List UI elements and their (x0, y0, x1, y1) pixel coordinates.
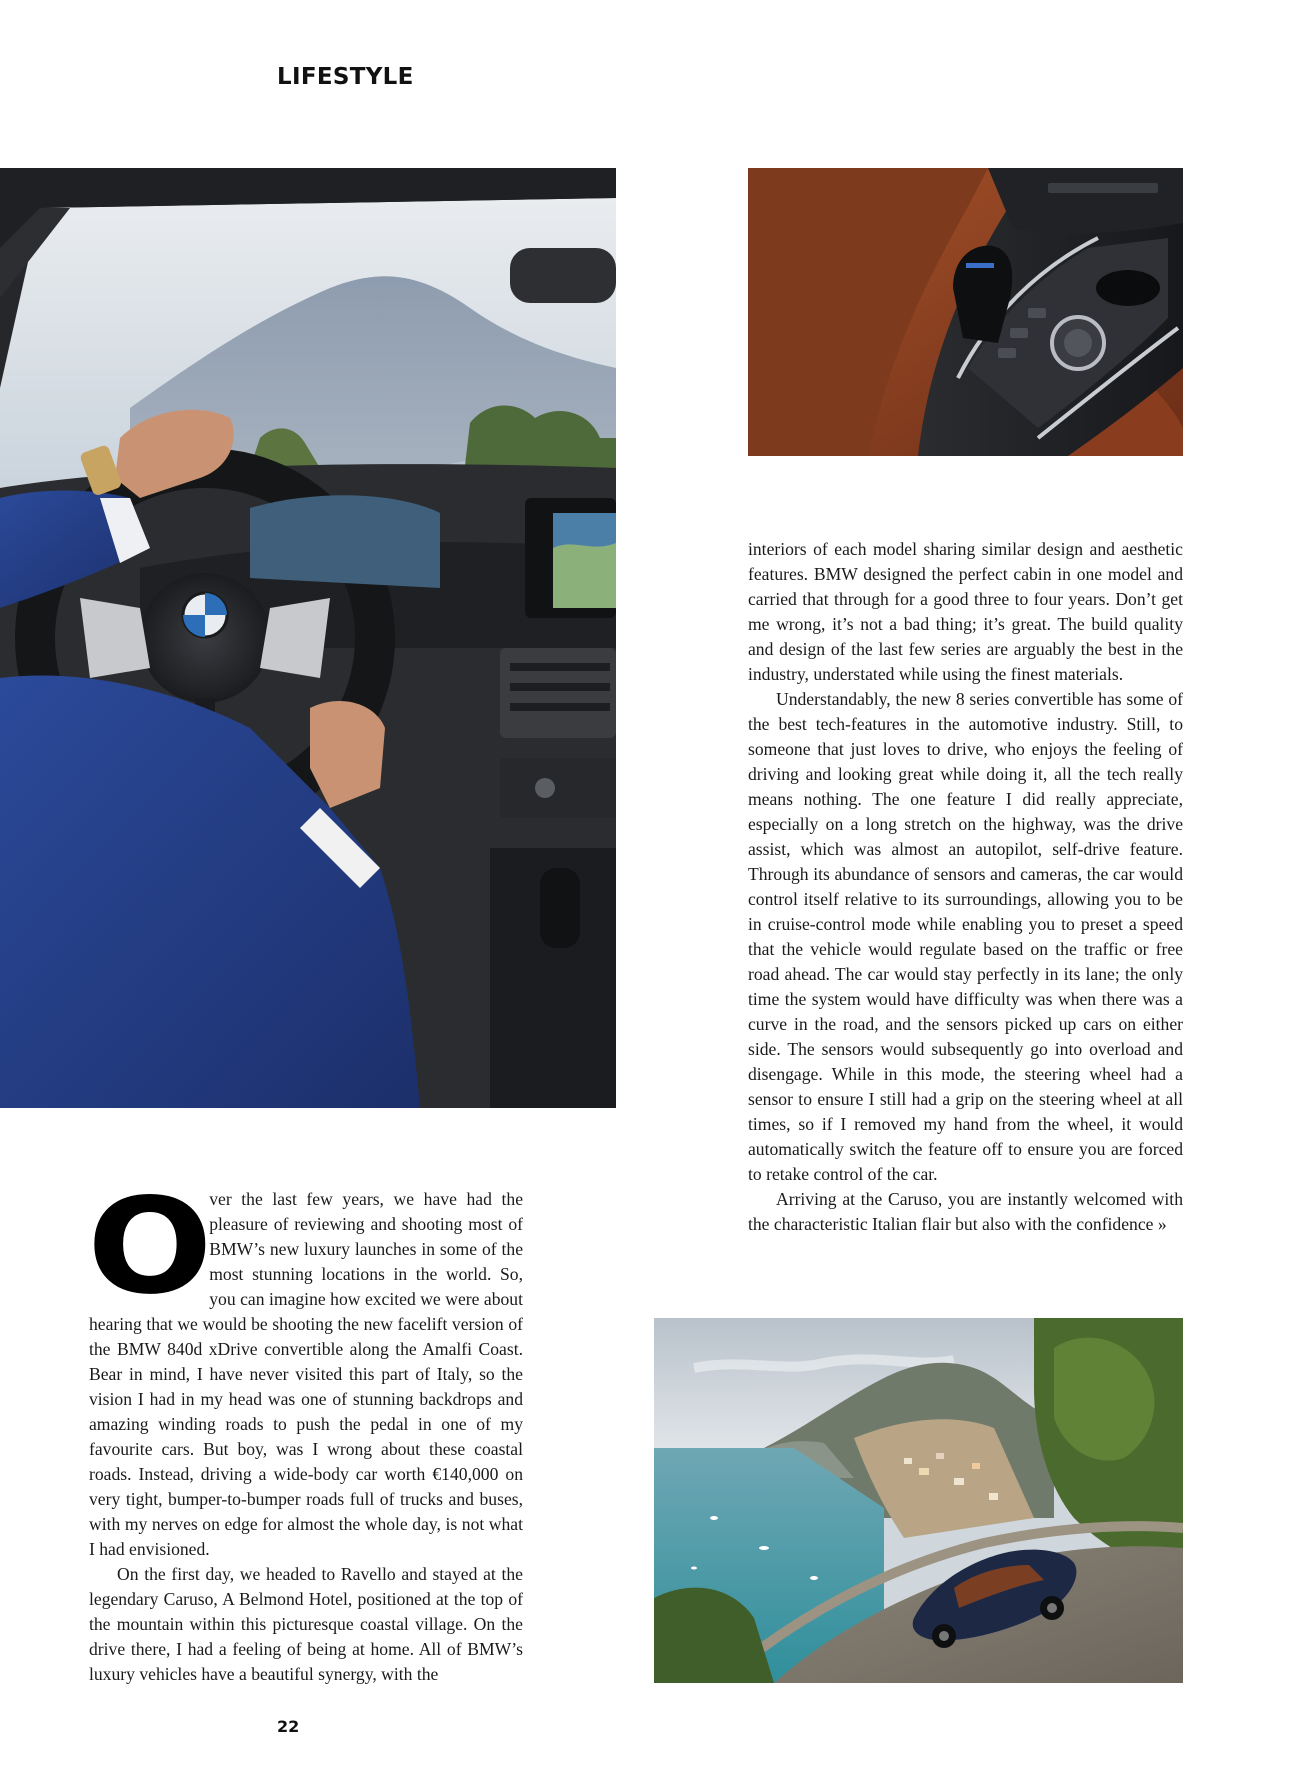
photo-amalfi-coast-convertible (654, 1318, 1183, 1683)
photo-interior-console (748, 168, 1183, 456)
article-paragraph: interiors of each model sharing similar design and aesthetic features. BMW designed the perfect cabin in one model and carried that through for a good three to four years. Don’t get me wrong, it’s not a bad thing; it’s great. The build quality and design of the last few series are arguably the best in the industry, understated while using the finest materials. (748, 539, 1183, 684)
article-paragraph: Arriving at the Caruso, you are instantly welcomed with the characteristic Italian flair but also with the confidence » (748, 1189, 1183, 1234)
drop-cap: O (87, 1170, 213, 1324)
photo-driver-steering-wheel (0, 168, 616, 1108)
section-label: LIFESTYLE (277, 64, 414, 90)
article-paragraph: On the first day, we headed to Ravello and stayed at the legendary Caruso, A Belmond Hotel, positioned at the top of the mountain within this picturesque coastal village. On the drive there, I had a feeling of being at home. All of BMW’s luxury vehicles have a beautiful synergy, with the (89, 1564, 523, 1684)
article-paragraph: Understandably, the new 8 series convertible has some of the best tech-features in the automotive industry. Still, to someone that just loves to drive, who enjoys the feeling of driving and looking great while doing it, all the tech really means nothing. The one feature I did really appreciate, especially on a long stretch on the highway, was the drive assist, which was almost an autopilot, self-drive feature. Through its abundance of sensors and cameras, the car would control itself relative to its surroundings, allowing you to be in cruise-control mode while enabling you to preset a speed that the vehicle would regulate based on the traffic or free road ahead. The car would stay perfectly in its lane; the only time the system would have difficulty was when there was a curve in the road, and the sensors picked up cars on either side. The sensors would subsequently go into overload and disengage. While in this mode, the steering wheel had a sensor to ensure I still had a grip on the steering wheel at all times, so if I removed my hand from the wheel, it would automatically switch the feature off to ensure you are forced to retake control of the car. (748, 689, 1183, 1184)
article-paragraph: ver the last few years, we have had the pleasure of reviewing and shooting most of BMW’s new luxury launches in some of the most stunning locations in the world. So, you can imagine how excited we were about hearing that we would be shooting the new facelift version of the BMW 840d xDrive convertible along the Amalfi Coast. Bear in mind, I have never visited this part of Italy, so the vision I had in my head was one of stunning backdrops and amazing winding roads to push the pedal in one of my favourite cars. But boy, was I wrong about these coastal roads. Instead, driving a wide-body car worth €140,000 on very tight, bumper-to-bumper roads full of trucks and buses, with my nerves on edge for almost the whole day, is not what I had envisioned. (89, 1189, 523, 1559)
page-number: 22 (277, 1717, 300, 1736)
article-column-left (87, 1170, 523, 1687)
article-column-right (748, 537, 1183, 1237)
